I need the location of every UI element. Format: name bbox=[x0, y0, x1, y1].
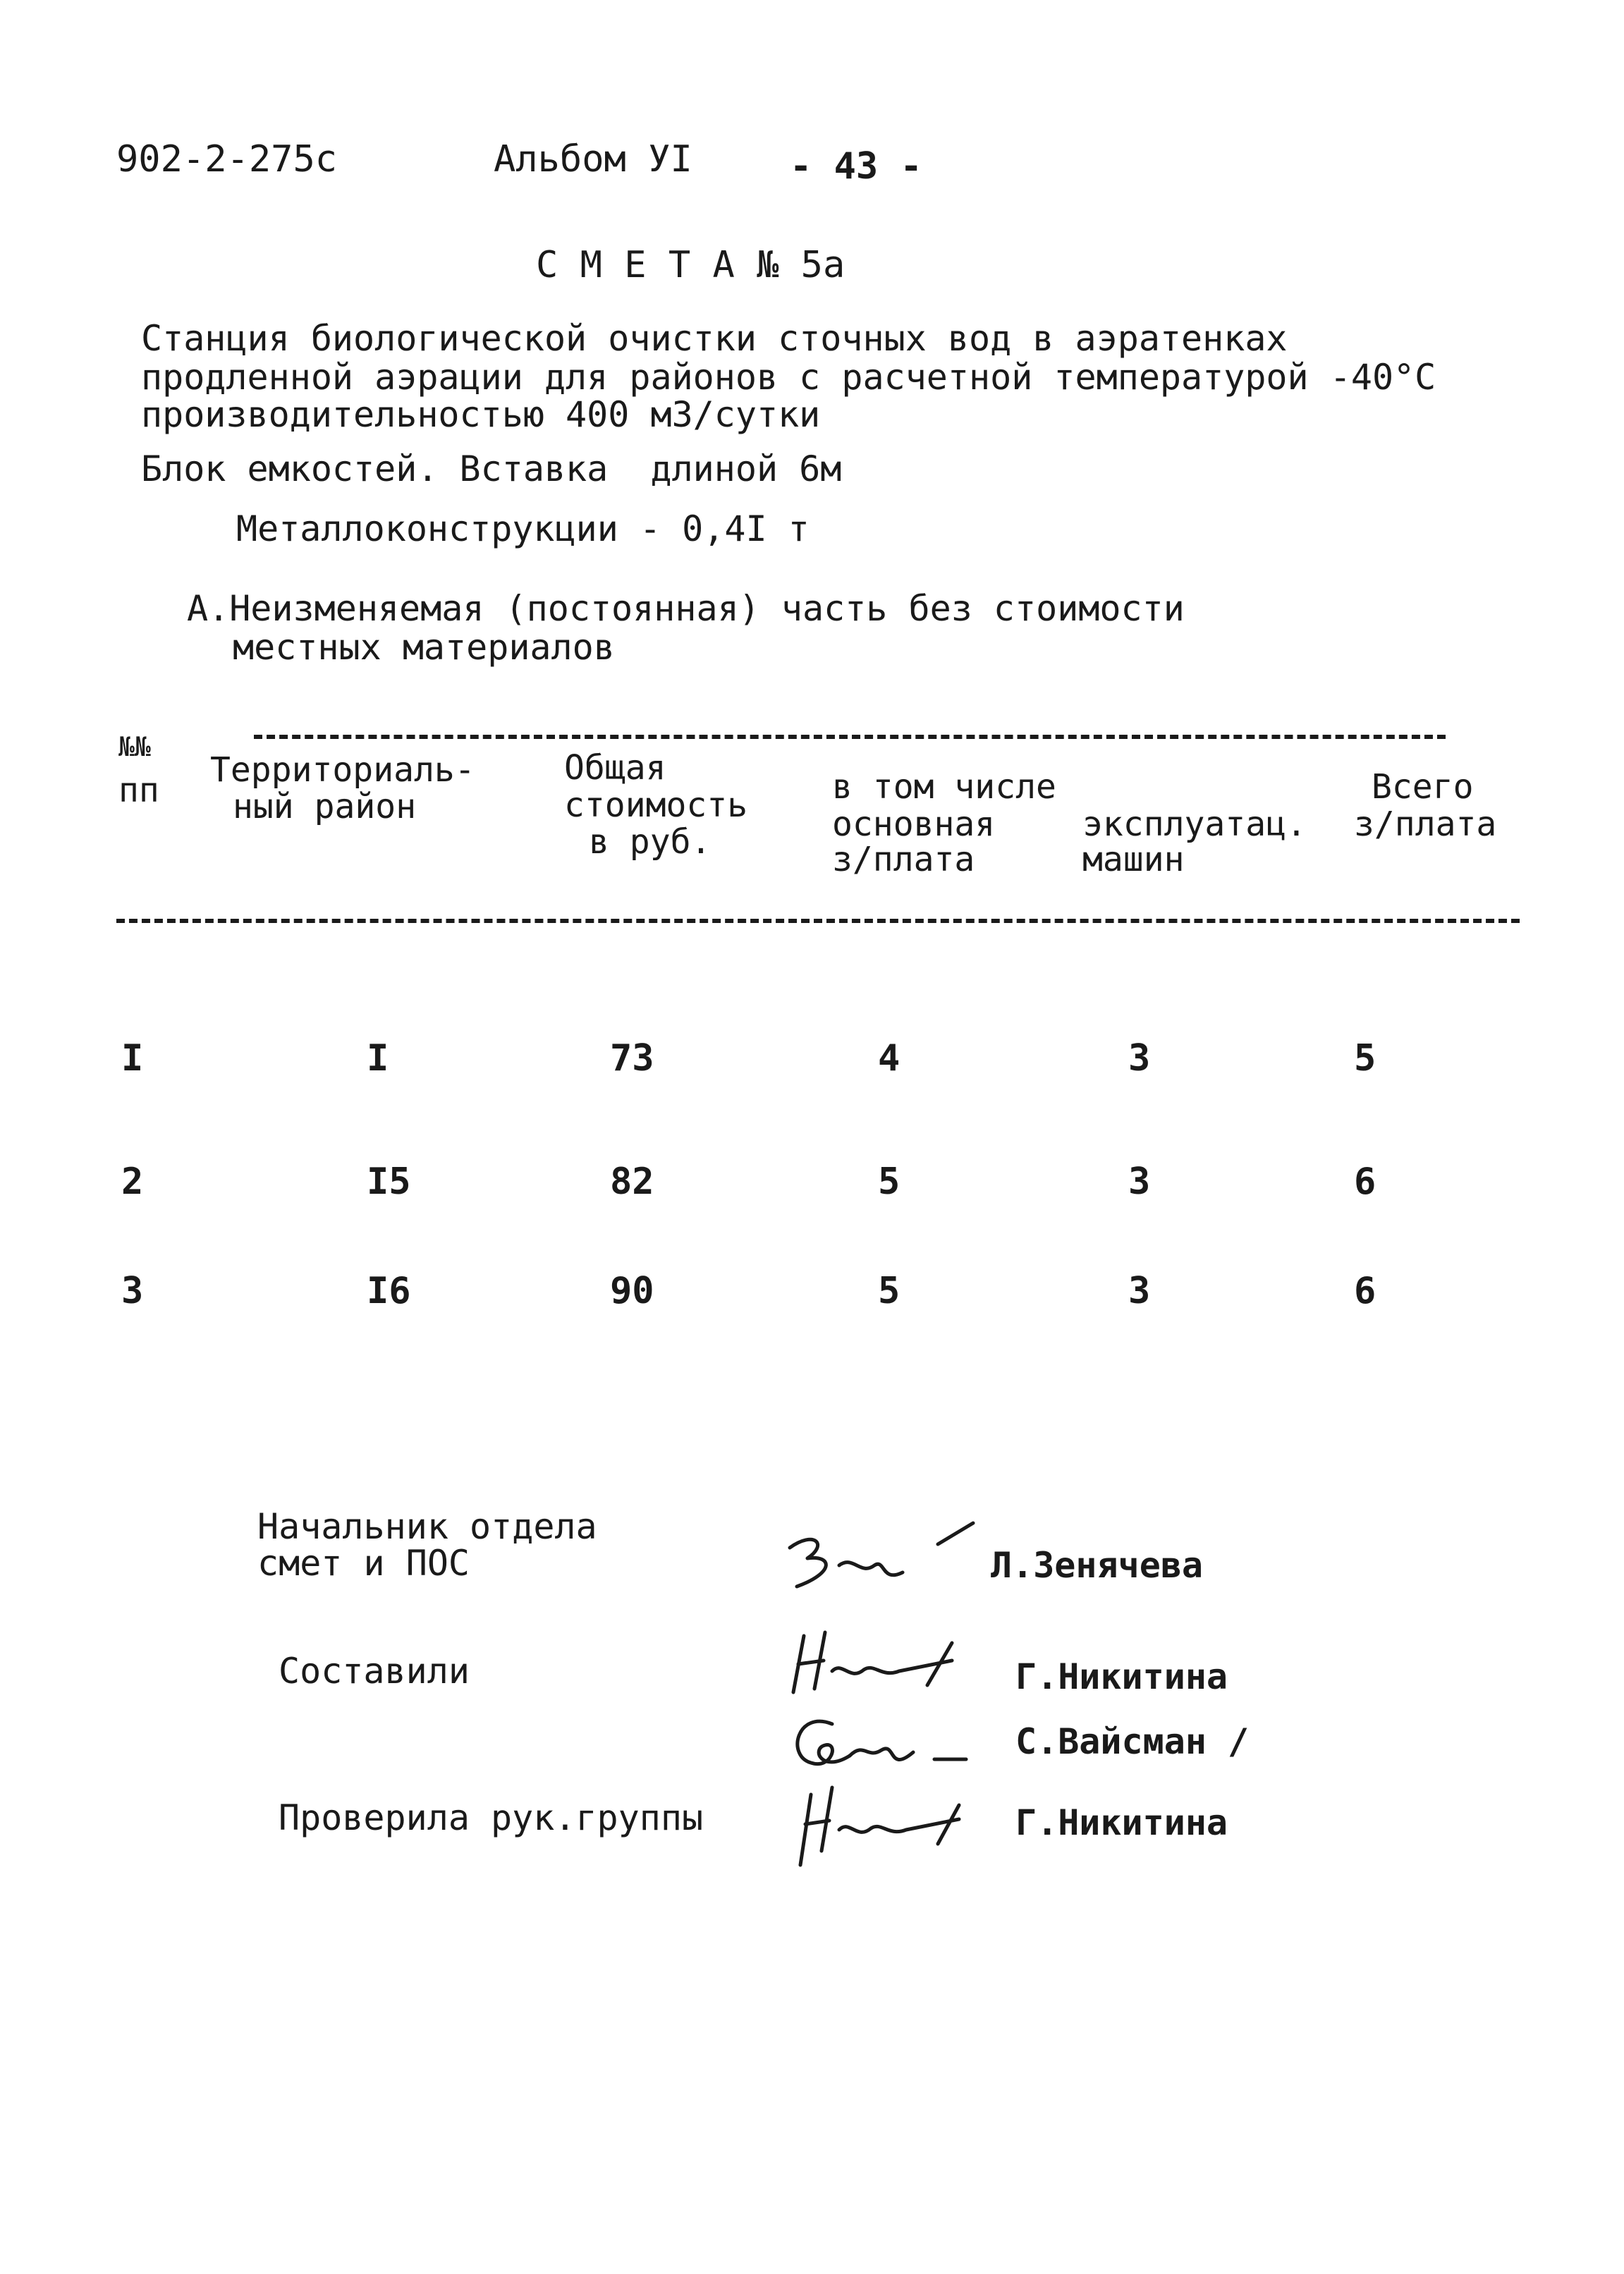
row-num: 3 bbox=[121, 1270, 144, 1312]
row-exploit: 3 bbox=[1128, 1037, 1151, 1080]
section-title-line-1: А.Неизменяемая (постоянная) часть без стоимости bbox=[187, 588, 1185, 629]
row-all: 5 bbox=[1354, 1037, 1376, 1080]
checked-label: Проверила рук.группы bbox=[279, 1797, 704, 1838]
header-total-l3: в руб. bbox=[589, 822, 712, 862]
row-exploit: 3 bbox=[1128, 1270, 1151, 1312]
metal-structures: Металлоконструкции - 0,4I т bbox=[236, 508, 810, 549]
compiled-name-1: Г.Никитина bbox=[1015, 1656, 1228, 1697]
header-region-l1: Территориаль- bbox=[210, 750, 475, 790]
document-code: 902-2-275с bbox=[116, 138, 338, 181]
album-label: Альбом УI bbox=[494, 138, 692, 181]
header-num-l2: пп bbox=[118, 771, 159, 810]
header-basic-l2: з/плата bbox=[832, 840, 975, 879]
row-num: I bbox=[121, 1037, 144, 1080]
page-title: С М Е Т А № 5а bbox=[536, 244, 845, 286]
compiled-label: Составили bbox=[279, 1651, 470, 1692]
table-header-rule bbox=[116, 919, 1520, 923]
row-all: 6 bbox=[1354, 1161, 1376, 1203]
row-all: 6 bbox=[1354, 1270, 1376, 1312]
compiled-signature-2 bbox=[783, 1706, 987, 1777]
row-region: I6 bbox=[367, 1270, 411, 1312]
checked-signature bbox=[790, 1780, 987, 1872]
row-total: 90 bbox=[610, 1270, 654, 1312]
page-number: - 43 - bbox=[790, 145, 922, 188]
row-total: 82 bbox=[610, 1161, 654, 1203]
description-line-3: производительностью 400 м3/сутки bbox=[141, 394, 821, 435]
compiled-signature-1 bbox=[783, 1622, 980, 1706]
row-num: 2 bbox=[121, 1161, 144, 1203]
head-title-line-1: Начальник отдела bbox=[257, 1506, 597, 1547]
head-name: Л.Зенячева bbox=[991, 1545, 1204, 1586]
head-title-line-2: смет и ПОС bbox=[257, 1543, 470, 1584]
row-basic: 5 bbox=[878, 1161, 900, 1203]
description-line-2: продленной аэрации для районов с расчетной температурой -40°C bbox=[141, 357, 1436, 398]
header-basic-l1: основная bbox=[832, 805, 996, 844]
head-signature bbox=[776, 1516, 987, 1594]
checked-name: Г.Никитина bbox=[1015, 1802, 1228, 1843]
description-line-1: Станция биологической очистки сточных вод в аэратенках bbox=[141, 318, 1288, 359]
row-basic: 4 bbox=[878, 1037, 900, 1080]
section-title-line-2: местных материалов bbox=[233, 627, 615, 668]
row-region: I5 bbox=[367, 1161, 411, 1203]
header-exploit-l2: машин bbox=[1082, 840, 1185, 879]
header-region-l2: ный район bbox=[233, 787, 417, 826]
header-including: в том числе bbox=[832, 767, 1056, 807]
header-num-l1: №№ bbox=[118, 731, 151, 762]
row-basic: 5 bbox=[878, 1270, 900, 1312]
row-region: I bbox=[367, 1037, 389, 1080]
table-top-rule bbox=[254, 735, 1446, 739]
compiled-name-2: С.Вайсман / bbox=[1015, 1721, 1250, 1762]
header-exploit-l1: эксплуатац. bbox=[1082, 805, 1307, 844]
header-total-l1: Общая bbox=[564, 748, 666, 788]
row-exploit: 3 bbox=[1128, 1161, 1151, 1203]
row-total: 73 bbox=[610, 1037, 654, 1080]
header-all-l1: Всего bbox=[1372, 767, 1474, 807]
block-description: Блок емкостей. Вставка длиной 6м bbox=[141, 448, 842, 489]
header-total-l2: стоимость bbox=[564, 785, 748, 825]
header-all-l2: з/плата bbox=[1354, 805, 1497, 844]
